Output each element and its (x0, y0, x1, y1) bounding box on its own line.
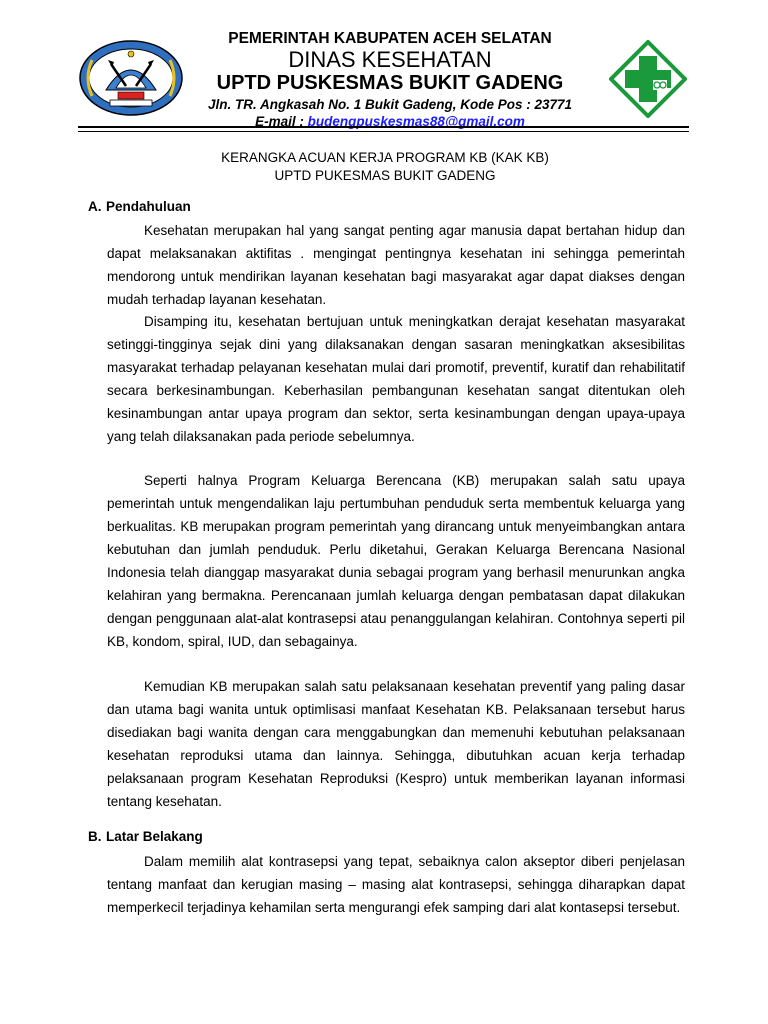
section-number: B. (88, 829, 102, 844)
letterhead-rule-thin (78, 131, 689, 132)
email-label: E-mail : (255, 114, 308, 129)
paragraph: Dalam memilih alat kontrasepsi yang tepat, sebaiknya calon akseptor diberi penjelasan tentang manfaat dan kerugian masing – masing alat kontrasepsi, sehingga diharapkan dapat memperkecil terjadinya kehamilan serta mengurangi efek samping dari alat kontasepsi tersebut. (107, 853, 685, 915)
title-line-1: KERANGKA ACUAN KERJA PROGRAM KB (KAK KB) (221, 150, 549, 165)
letterhead-rule-thick (78, 126, 689, 128)
letterhead (180, 30, 600, 130)
paragraph: Disamping itu, kesehatan bertujuan untuk meningkatkan derajat kesehatan masyarakat setinggi-tingginya sejak dini yang dilaksanakan dengan sasaran meningkatkan aksesibilitas masyarakat terhadap pelayanan kesehatan mulai dari promotif, preventif, kuratif dan rehabilitatif secara berkesinambungan. Keberhasilan pembangunan kesehatan sangat ditentukan oleh kesinambungan antar upaya program dan sektor, serta kesinambungan dengan upaya-upaya yang telah dilaksanakan pada periode sebelumnya. (107, 313, 685, 444)
agency-name: DINAS KESEHATAN (288, 47, 492, 72)
paragraph: Kemudian KB merupakan salah satu pelaksanaan kesehatan preventif yang paling dasar dan utama bagi wanita untuk optimlisasi manfaat Kesehatan KB. Pelaksanaan tersebut harus disediakan bagi wanita dengan cara menggabungkan dan memenuhi kebutuhan pelaksanaan kesehatan reproduksi utama dan lainnya. Sehingga, dibutuhkan acuan kerja terhadap pelaksanaan program Kesehatan Reproduksi (Kespro) untuk memberikan layanan informasi tentang kesehatan. (107, 678, 685, 809)
section-title: Pendahuluan (106, 199, 191, 214)
title-line-2: UPTD PUKESMAS BUKIT GADENG (274, 168, 496, 183)
paragraph: Seperti halnya Program Keluarga Berencana (KB) merupakan salah satu upaya pemerintah untuk mengendalikan laju pertumbuhan penduduk serta membentuk keluarga yang berkualitas. KB merupakan program pemerintah yang dirancang untuk menyeimbangkan antara kebutuhan dan jumlah penduduk. Perlu diketahui, Gerakan Keluarga Berencana Nasional Indonesia telah dianggap masyarakat dunia sebagai program yang berhasil menurunkan angka kelahiran yang bermakna. Perencanaan jumlah keluarga dengan pembatasan dapat dilakukan dengan penggunaan alat-alat kontrasepsi atau penanggulangan kelahiran. Contohnya seperti pil KB, kondom, spiral, IUD, dan sebagainya. (107, 472, 685, 649)
puskesmas-cross-icon (609, 40, 687, 118)
section-number: A. (88, 199, 102, 214)
section-b-heading (88, 829, 203, 844)
paragraph: Kesehatan merupakan hal yang sangat penting agar manusia dapat bertahan hidup dan dapat melaksanakan aktifitas . mengingat pentingnya kesehatan ini sehingga pemerintah mendorong untuk mendirikan layanan kesehatan bagi masyarakat agar dapat diakses dengan mudah terhadap layanan kesehatan. (107, 222, 685, 307)
document-title (80, 149, 690, 185)
section-a-heading (88, 199, 191, 214)
email-link[interactable]: budengpuskesmas88@gmail.com (307, 114, 525, 129)
government-name: PEMERINTAH KABUPATEN ACEH SELATAN (228, 30, 552, 47)
institution-name: UPTD PUSKESMAS BUKIT GADENG (216, 72, 564, 94)
aceh-selatan-emblem-icon (78, 38, 184, 118)
address-line: Jln. TR. Angkasah No. 1 Bukit Gadeng, Kode Pos : 23771 (207, 97, 573, 112)
section-title: Latar Belakang (106, 829, 203, 844)
